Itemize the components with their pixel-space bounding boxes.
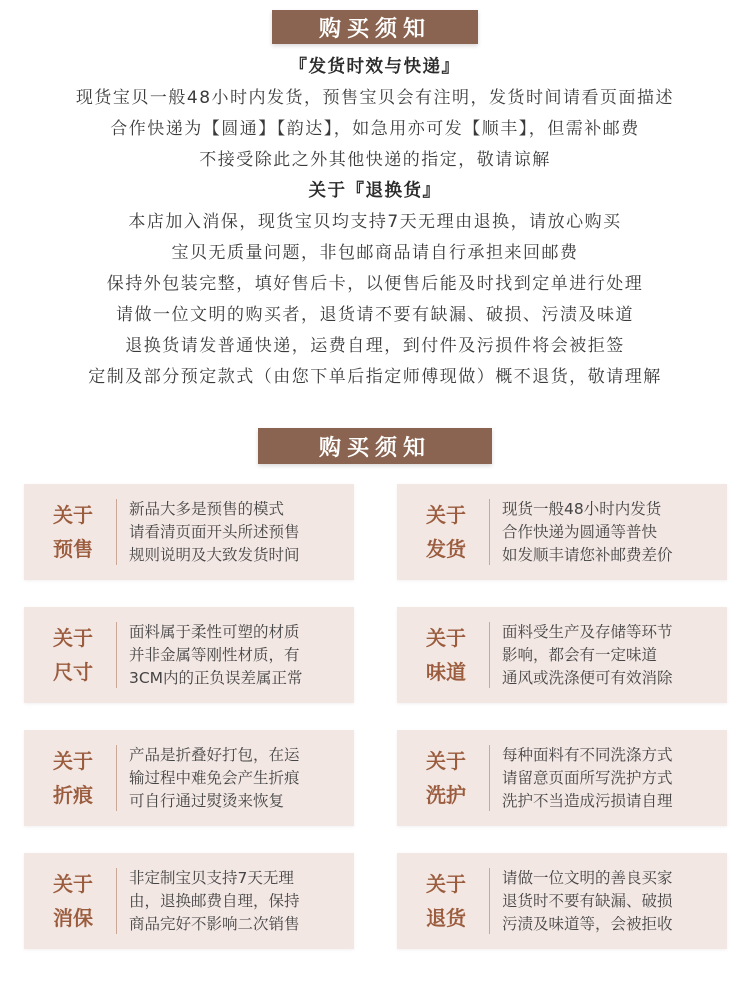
card-body-line: 输过程中难免会产生折痕	[129, 768, 300, 787]
card-body	[502, 621, 727, 690]
info-card-returns	[397, 853, 727, 949]
card-body-line: 合作快递为圆通等普快	[502, 522, 658, 541]
card-body-line: 每种面料有不同洗涤方式	[502, 745, 673, 764]
notice-line: 现货宝贝一般48小时内发货，预售宝贝会有注明，发货时间请看页面描述	[75, 88, 675, 108]
notice-line: 『发货时效与快递』	[289, 57, 461, 77]
card-body	[129, 498, 354, 567]
card-body	[502, 867, 727, 936]
card-title-line1: 关于	[53, 872, 93, 896]
card-body-line: 请留意页面所写洗护方式	[502, 768, 673, 787]
notice-line: 保持外包装完整，填好售后卡，以便售后能及时找到定单进行处理	[106, 274, 644, 294]
card-title-line2: 洗护	[426, 783, 466, 807]
info-card-creases	[24, 730, 354, 826]
card-title-line2: 发货	[426, 537, 466, 561]
card-body-line: 洗护不当造成污损请自理	[502, 791, 673, 810]
card-title-line1: 关于	[426, 749, 466, 773]
card-title	[415, 744, 477, 812]
info-card-grid	[0, 484, 750, 986]
card-title-line1: 关于	[53, 503, 93, 527]
card-divider	[116, 622, 117, 688]
card-body-line: 产品是折叠好打包，在运	[129, 745, 300, 764]
card-title	[42, 621, 104, 689]
card-body-line: 由，退换邮费自理，保持	[129, 891, 300, 910]
notice-banner-bottom: 购买须知	[258, 428, 492, 464]
card-body	[502, 744, 727, 813]
card-body-line: 请做一位文明的善良买家	[502, 868, 673, 887]
info-card-washing	[397, 730, 727, 826]
info-card-consumer-protection	[24, 853, 354, 949]
card-divider	[489, 868, 490, 934]
card-body-line: 请看清页面开头所述预售	[129, 522, 300, 541]
card-divider	[489, 622, 490, 688]
card-divider	[116, 868, 117, 934]
card-body-line: 规则说明及大致发货时间	[129, 545, 300, 564]
card-body-line: 商品完好不影响二次销售	[129, 914, 300, 933]
card-body-line: 新品大多是预售的模式	[129, 499, 285, 518]
card-body-line: 面料属于柔性可塑的材质	[129, 622, 300, 641]
card-body-line: 可自行通过熨烫来恢复	[129, 791, 285, 810]
info-card-presale	[24, 484, 354, 580]
card-title-line2: 味道	[426, 660, 466, 684]
notice-text-block	[0, 52, 750, 393]
card-title-line2: 消保	[53, 906, 93, 930]
card-body-line: 非定制宝贝支持7天无理	[129, 868, 294, 887]
card-body	[129, 867, 354, 936]
card-divider	[489, 745, 490, 811]
card-body-line: 污渍及味道等，会被拒收	[502, 914, 673, 933]
card-body-line: 通风或洗涤便可有效消除	[502, 668, 673, 687]
card-title-line2: 预售	[53, 537, 93, 561]
card-divider	[116, 499, 117, 565]
card-title-line1: 关于	[426, 626, 466, 650]
card-title	[415, 621, 477, 689]
card-body-line: 退货时不要有缺漏、破损	[502, 891, 673, 910]
card-title-line1: 关于	[426, 872, 466, 896]
card-body-line: 3CM内的正负误差属正常	[129, 668, 303, 687]
info-card-shipping	[397, 484, 727, 580]
card-body-line: 影响，都会有一定味道	[502, 645, 658, 664]
card-body	[129, 621, 354, 690]
notice-line: 定制及部分预定款式（由您下单后指定师傅现做）概不退货，敬请理解	[88, 367, 662, 387]
notice-banner-top: 购买须知	[272, 10, 478, 44]
card-body-line: 现货一般48小时内发货	[502, 499, 662, 518]
card-body	[129, 744, 354, 813]
info-card-smell	[397, 607, 727, 703]
card-title-line2: 折痕	[53, 783, 93, 807]
card-title	[42, 744, 104, 812]
notice-line: 退换货请发普通快递，运费自理，到付件及污损件将会被拒签	[125, 336, 625, 356]
card-body-line: 如发顺丰请您补邮费差价	[502, 545, 673, 564]
card-title-line2: 退货	[426, 906, 466, 930]
card-body-line: 面料受生产及存储等环节	[502, 622, 673, 641]
card-body	[502, 498, 727, 567]
notice-line: 关于『退换货』	[308, 181, 442, 201]
card-divider	[116, 745, 117, 811]
card-title	[42, 498, 104, 566]
notice-line: 不接受除此之外其他快递的指定，敬请谅解	[199, 150, 551, 170]
info-card-size	[24, 607, 354, 703]
notice-line: 本店加入消保，现货宝贝均支持7天无理由退换，请放心购买	[128, 212, 622, 232]
card-title-line1: 关于	[53, 749, 93, 773]
card-title-line1: 关于	[53, 626, 93, 650]
card-divider	[489, 499, 490, 565]
notice-line: 合作快递为【圆通】【韵达】，如急用亦可发【顺丰】，但需补邮费	[110, 119, 640, 139]
card-title	[415, 498, 477, 566]
card-title-line1: 关于	[426, 503, 466, 527]
notice-line: 宝贝无质量问题，非包邮商品请自行承担来回邮费	[171, 243, 579, 263]
notice-line: 请做一位文明的购买者，退货请不要有缺漏、破损、污渍及味道	[116, 305, 634, 325]
card-title	[42, 867, 104, 935]
card-body-line: 并非金属等刚性材质，有	[129, 645, 300, 664]
card-title	[415, 867, 477, 935]
card-title-line2: 尺寸	[53, 660, 93, 684]
